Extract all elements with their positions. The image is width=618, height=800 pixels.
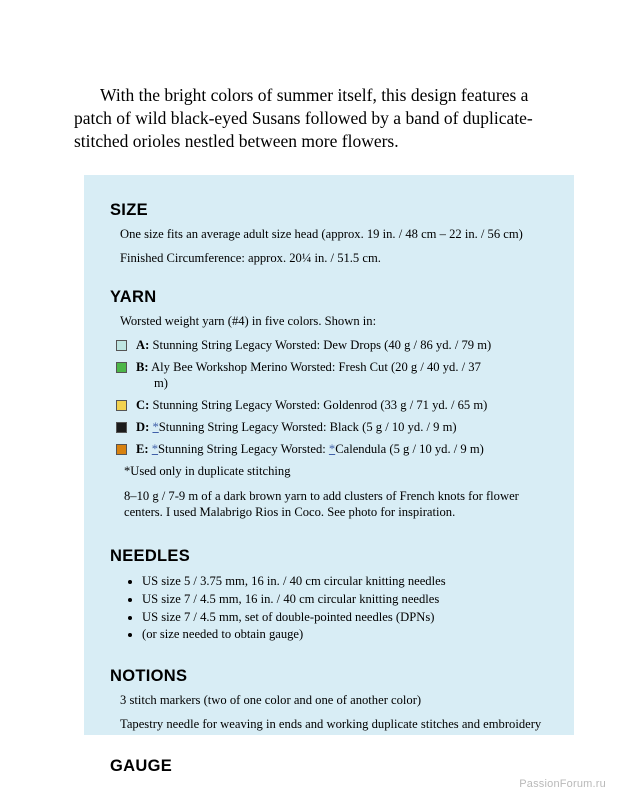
list-item: • US size 5 / 3.75 mm, 16 in. / 40 cm circular knitting needles bbox=[142, 573, 552, 590]
intro-paragraph: With the bright colors of summer itself, this design features a patch of wild black-eyed Susans followed by a band of duplicate-stitched orioles nestled between more flowers. bbox=[74, 84, 533, 151]
list-item bbox=[114, 442, 552, 458]
pattern-details-panel bbox=[84, 175, 574, 776]
needles-list bbox=[110, 573, 552, 644]
yarn-label-d: D: bbox=[136, 419, 150, 434]
section-heading-yarn: YARN bbox=[110, 287, 157, 306]
color-swatch-e bbox=[116, 444, 127, 455]
asterisk-marker-e-2: * bbox=[328, 441, 336, 456]
yarn-label-e: E: bbox=[136, 441, 149, 456]
list-item bbox=[114, 420, 552, 436]
section-heading-gauge: GAUGE bbox=[110, 757, 173, 776]
yarn-text-d: Stunning String Legacy Worsted: Black (5 g / 10 yd. / 9 m) bbox=[158, 419, 457, 434]
yarn-footnote: *Used only in duplicate stitching bbox=[124, 463, 291, 478]
yarn-color-list bbox=[110, 338, 552, 458]
yarn-text-e-b: Calendula (5 g / 10 yd. / 9 m) bbox=[335, 441, 484, 456]
watermark: PassionForum.ru bbox=[519, 778, 606, 790]
yarn-label-a: A: bbox=[136, 337, 150, 352]
asterisk-marker-e-1: * bbox=[151, 441, 159, 456]
yarn-text-b-cont: m) bbox=[154, 375, 168, 390]
size-line-1: One size fits an average adult size head (approx. 19 in. / 48 cm – 22 in. / 56 cm) bbox=[120, 227, 523, 241]
list-item: • (or size needed to obtain gauge) bbox=[142, 626, 552, 643]
list-item bbox=[114, 360, 552, 392]
yarn-text-a: Stunning String Legacy Worsted: Dew Drops (40 g / 86 yd. / 79 m) bbox=[152, 337, 492, 352]
list-item: • US size 7 / 4.5 mm, set of double-pointed needles (DPNs) bbox=[142, 609, 552, 626]
yarn-text-c: Stunning String Legacy Worsted: Goldenrod (33 g / 71 yd. / 65 m) bbox=[152, 397, 488, 412]
list-item bbox=[114, 338, 552, 354]
notions-line-2: Tapestry needle for weaving in ends and working duplicate stitches and embroidery bbox=[120, 717, 542, 732]
notions-line-1: 3 stitch markers (two of one color and one of another color) bbox=[120, 693, 422, 708]
color-swatch-a bbox=[116, 340, 127, 351]
list-item bbox=[114, 398, 552, 414]
yarn-extra-note: 8–10 g / 7-9 m of a dark brown yarn to add clusters of French knots for flower centers. I used Malabrigo Rios in Coco. See photo for inspiration. bbox=[124, 488, 519, 519]
asterisk-marker-d: * bbox=[152, 419, 159, 434]
yarn-text-e-a: Stunning String Legacy Worsted: bbox=[158, 441, 329, 456]
color-swatch-d bbox=[116, 422, 127, 433]
section-heading-size: SIZE bbox=[110, 201, 148, 219]
yarn-label-c: C: bbox=[136, 397, 150, 412]
section-heading-needles: NEEDLES bbox=[110, 546, 191, 565]
size-line-2: Finished Circumference: approx. 20¼ in. / 51.5 cm. bbox=[120, 250, 381, 265]
color-swatch-b bbox=[116, 362, 127, 373]
list-item: • US size 7 / 4.5 mm, 16 in. / 40 cm circular knitting needles bbox=[142, 591, 552, 608]
yarn-text-b: Aly Bee Workshop Merino Worsted: Fresh Cut (20 g / 40 yd. / 37 bbox=[151, 359, 481, 374]
yarn-label-b: B: bbox=[136, 359, 149, 374]
color-swatch-c bbox=[116, 400, 127, 411]
section-heading-notions: NOTIONS bbox=[110, 667, 188, 686]
yarn-intro: Worsted weight yarn (#4) in five colors. Shown in: bbox=[120, 313, 377, 328]
